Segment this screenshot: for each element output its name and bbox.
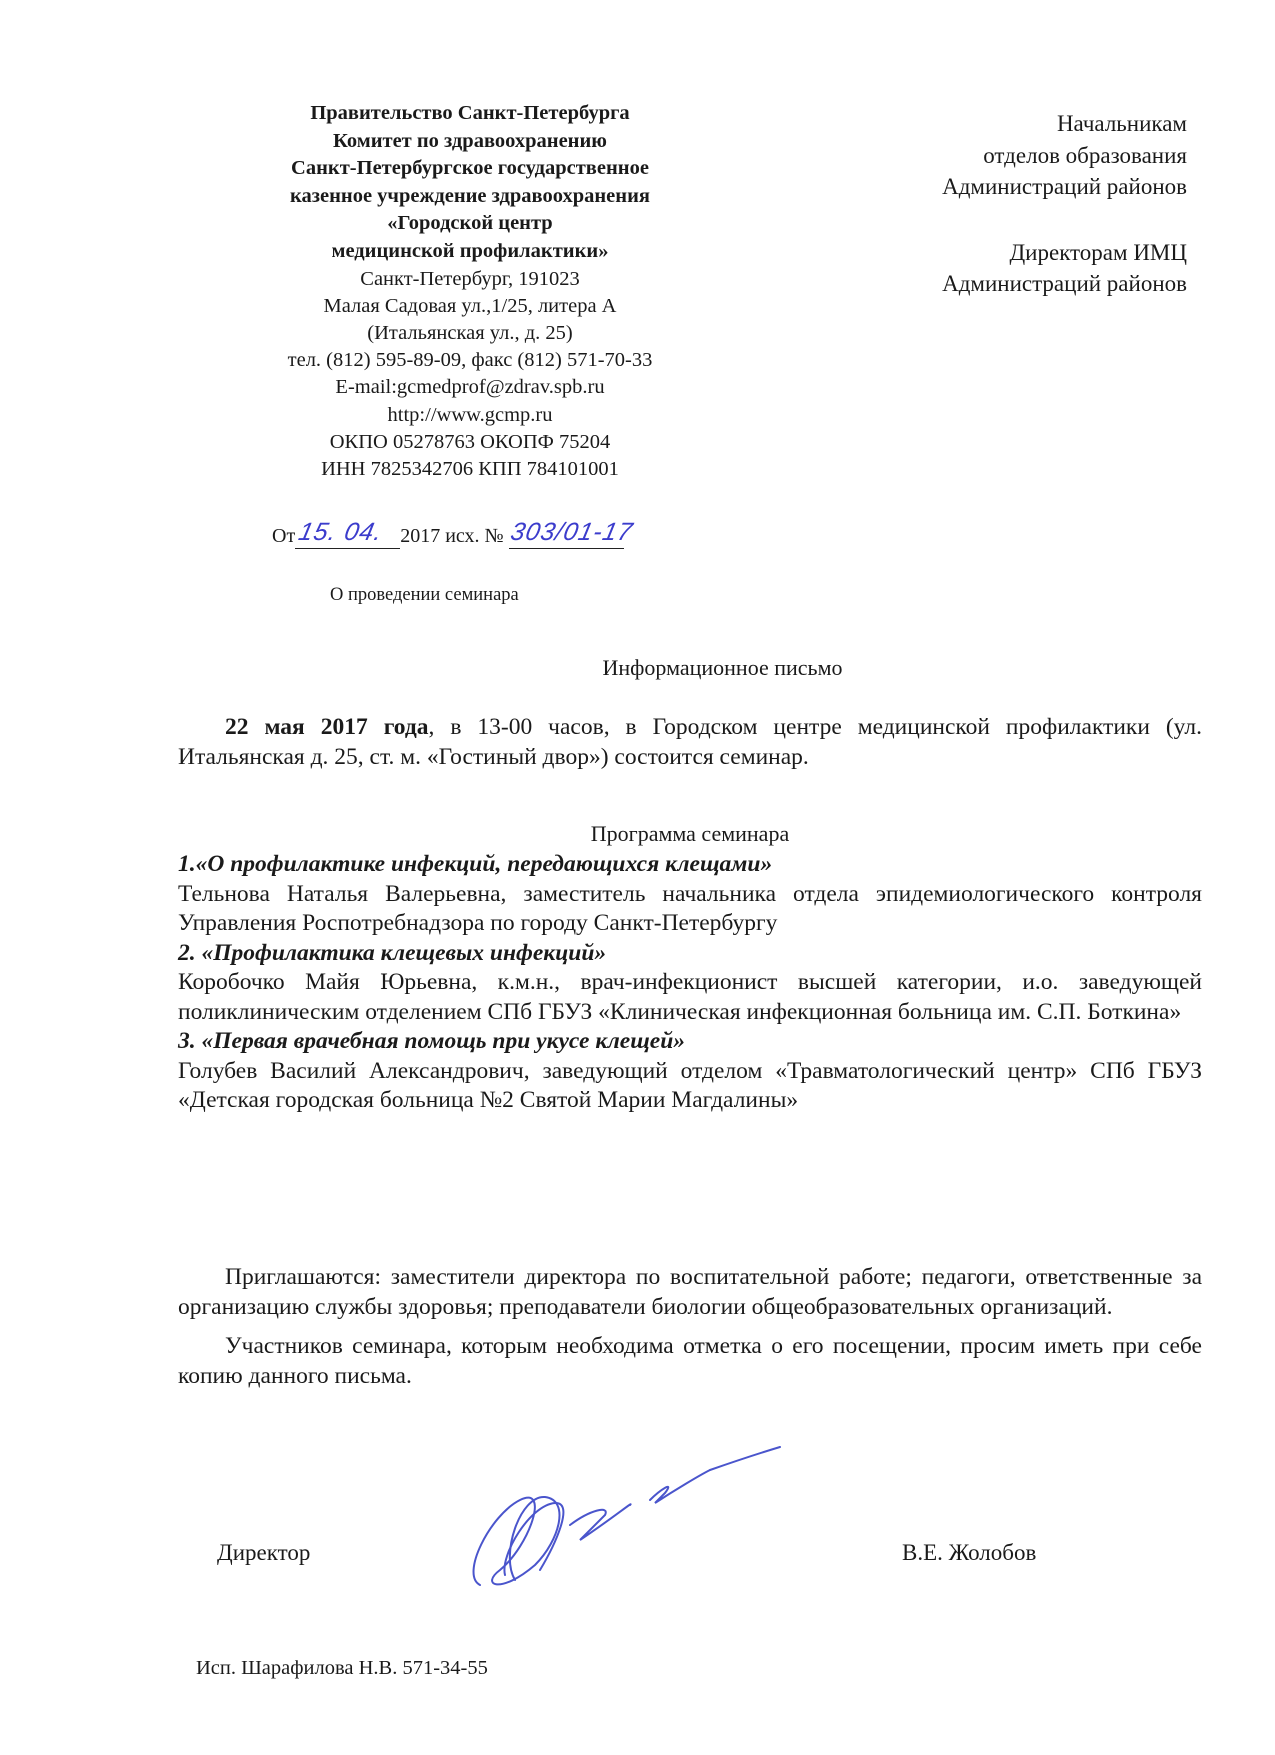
recipient-line: Администраций районов [942, 271, 1187, 296]
program-item-heading: 3. «Первая врачебная помощь при укусе клещей» [178, 1028, 686, 1054]
closing-paragraphs [178, 1263, 1202, 1391]
program-list [178, 850, 1202, 1116]
letterhead-line: казенное учреждение здравоохранения [289, 184, 650, 207]
note-paragraph: Участников семинара, которым необходима отметка о его посещении, просим иметь при себе копию данного письма. [178, 1333, 1202, 1389]
executor-line: Исп. Шарафилова Н.В. 571-34-55 [196, 1657, 488, 1679]
recipient-line: отделов образования [983, 142, 1187, 168]
letterhead [225, 100, 715, 483]
program-item-speaker: Коробочко Майя Юрьевна, к.м.н., врач-инфекционист высшей категории, и.о. заведующей поликлиническим отделением СПб ГБУЗ «Клиническая инфекционная больница им. С.П. Боткина» [178, 969, 1202, 1025]
email-line: E-mail:gcmedprof@zdrav.spb.ru [335, 376, 605, 399]
letterhead-line: медицинской профилактики» [331, 239, 609, 262]
program-item-heading: 1.«О профилактике инфекций, передающихся клещами» [178, 851, 773, 877]
website-line: http://www.gcmp.ru [387, 403, 553, 426]
intro-paragraph [178, 713, 1202, 772]
intro-text: , в 13-00 часов, в Городском центре медицинской профилактики (ул. Итальянская д. 25, ст. м. «Гостиный двор») состоится семинар. [178, 714, 1203, 770]
recipient-line: Начальникам [1056, 111, 1187, 136]
program-item-speaker: Голубев Василий Александрович, заведующий отделом «Травматологический центр» СПб ГБУЗ «Детская городская больница №2 Святой Марии Магдалины» [178, 1057, 1202, 1113]
recipients [942, 108, 1187, 300]
program-item-heading: 2. «Профилактика клещевых инфекций» [178, 939, 607, 966]
year-number-label: 2017 исх. № [400, 525, 504, 547]
program-title: Программа семинара [590, 821, 790, 846]
recipient-line: Администраций районов [942, 174, 1187, 199]
inn-line: ИНН 7825342706 КПП 784101001 [321, 457, 619, 480]
invited-paragraph: Приглашаются: заместители директора по воспитательной работе; педагоги, ответственные за организацию службы здоровья; преподаватели биологии общеобразовательных организаций. [178, 1264, 1202, 1320]
address-line: Санкт-Петербург, 191023 [360, 267, 580, 290]
signature-strokes [474, 1447, 780, 1585]
okpo-line: ОКПО 05278763 ОКОПФ 75204 [329, 430, 611, 453]
handwritten-date: 15. 04. [296, 518, 386, 546]
phone-fax-line: тел. (812) 595-89-09, факс (812) 571-70-33 [287, 349, 653, 372]
spacer [942, 203, 1187, 237]
outgoing-number [272, 518, 692, 549]
program-item-speaker: Тельнова Наталья Валерьевна, заместитель начальника отдела эпидемиологического контроля Управления Роспотребнадзора по городу Санкт-Петербургу [178, 880, 1202, 936]
recipient-line: Директорам ИМЦ [1009, 239, 1187, 265]
signatory-role: Директор [217, 1540, 311, 1565]
letterhead-line: Комитет по здравоохранению [333, 129, 607, 152]
date-field [295, 518, 400, 549]
letterhead-line: Санкт-Петербургское государственное [291, 157, 649, 180]
address-line: Малая Садовая ул.,1/25, литера А [323, 294, 617, 317]
number-field [507, 518, 636, 549]
from-label: От [272, 525, 296, 547]
handwritten-number: 303/01-17 [507, 518, 636, 546]
address-line: (Итальянская ул., д. 25) [367, 321, 573, 344]
letterhead-line: «Городской центр [387, 212, 553, 235]
letterhead-line: Правительство Санкт-Петербурга [310, 102, 630, 124]
signature-image [460, 1445, 840, 1595]
letter-subject: О проведении семинара [330, 585, 519, 605]
signatory-name: В.Е. Жолобов [902, 1540, 1037, 1565]
letter-title: Информационное письмо [602, 655, 843, 680]
event-date: 22 мая 2017 года [225, 714, 429, 740]
